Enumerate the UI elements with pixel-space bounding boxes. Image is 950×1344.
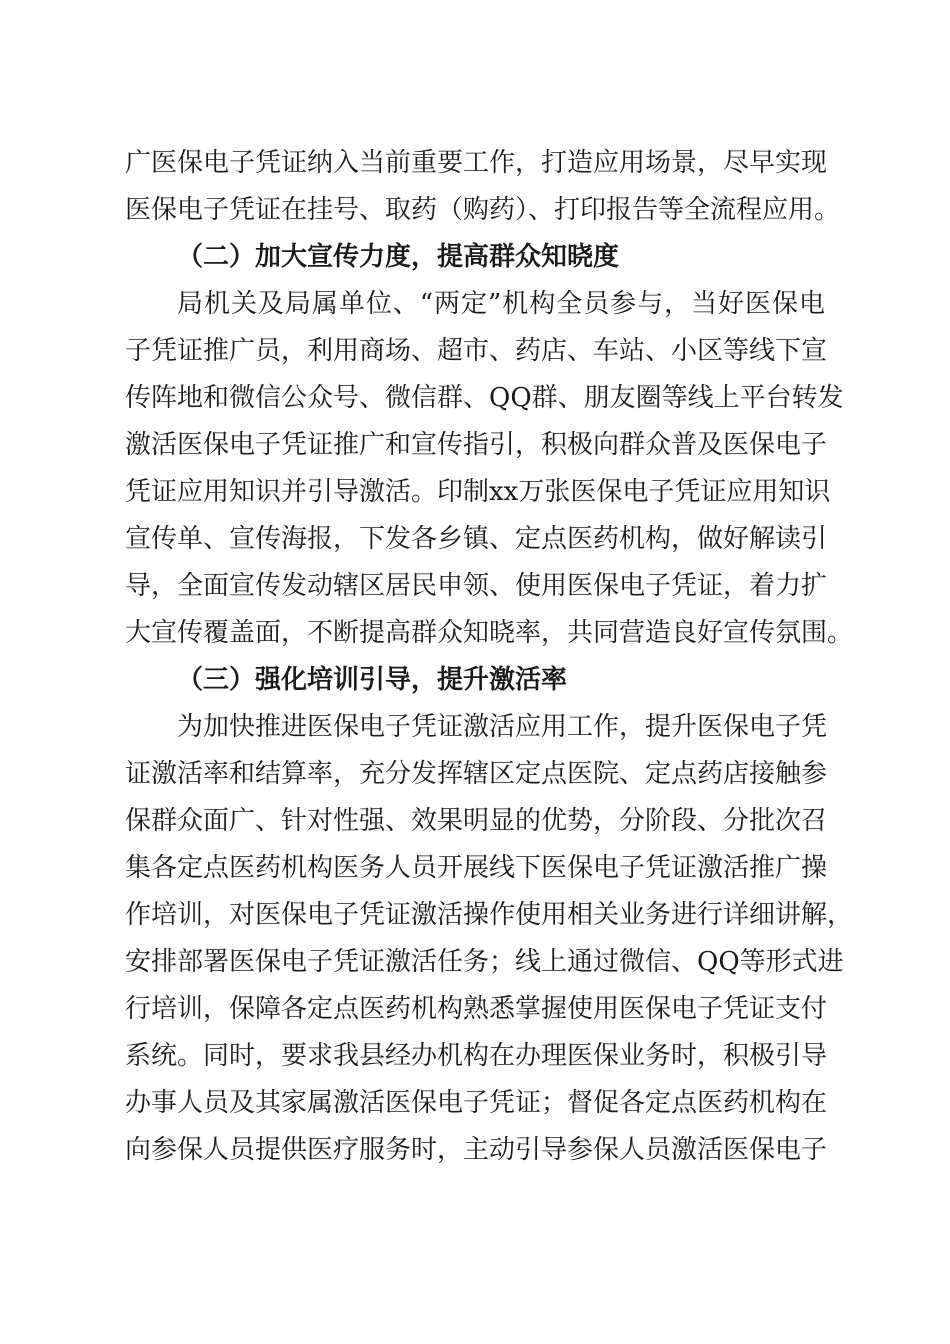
paragraph-line: 系统。同时，要求我县经办机构在办理医保业务时，积极引导	[125, 1041, 828, 1071]
paragraph-line: 集各定点医药机构医务人员开展线下医保电子凭证激活推广操	[125, 853, 828, 883]
paragraph-line: 大宣传覆盖面，不断提高群众知晓率，共同营造良好宣传氛围。	[125, 618, 854, 648]
paragraph-line: 办事人员及其家属激活医保电子凭证；督促各定点医药机构在	[125, 1088, 828, 1118]
paragraph-line: 导，全面宣传发动辖区居民申领、使用医保电子凭证，着力扩	[125, 571, 828, 601]
paragraph-line: 激活医保电子凭证推广和宣传指引，积极向群众普及医保电子	[125, 430, 828, 460]
paragraph-line: 向参保人员提供医疗服务时，主动引导参保人员激活医保电子	[125, 1135, 828, 1165]
paragraph-line: 局机关及局属单位、“两定”机构全员参与，当好医保电	[177, 289, 825, 319]
section-heading: （三）强化培训引导，提升激活率	[177, 665, 568, 695]
paragraph-line: 行培训，保障各定点医药机构熟悉掌握使用医保电子凭证支付	[125, 994, 828, 1024]
paragraph-line: 凭证应用知识并引导激活。印制xx万张医保电子凭证应用知识	[125, 477, 831, 507]
paragraph-line: 广医保电子凭证纳入当前重要工作，打造应用场景，尽早实现	[125, 148, 828, 178]
paragraph-line: 宣传单、宣传海报，下发各乡镇、定点医药机构，做好解读引	[125, 524, 828, 554]
paragraph-line: 作培训，对医保电子凭证激活操作使用相关业务进行详细讲解，	[125, 900, 854, 930]
paragraph-line: 保群众面广、针对性强、效果明显的优势，分阶段、分批次召	[125, 806, 828, 836]
document-body	[125, 140, 854, 1174]
paragraph-line: 为加快推进医保电子凭证激活应用工作，提升医保电子凭	[177, 712, 828, 742]
paragraph-line: 安排部署医保电子凭证激活任务；线上通过微信、QQ等形式进	[125, 947, 844, 977]
paragraph-line: 医保电子凭证在挂号、取药（购药）、打印报告等全流程应用。	[125, 195, 841, 225]
paragraph-line: 证激活率和结算率，充分发挥辖区定点医院、定点药店接触参	[125, 759, 828, 789]
paragraph-line: 子凭证推广员，利用商场、超市、药店、车站、小区等线下宣	[125, 336, 828, 366]
paragraph-line: 传阵地和微信公众号、微信群、QQ群、朋友圈等线上平台转发	[125, 383, 844, 413]
section-heading: （二）加大宣传力度，提高群众知晓度	[177, 242, 620, 272]
